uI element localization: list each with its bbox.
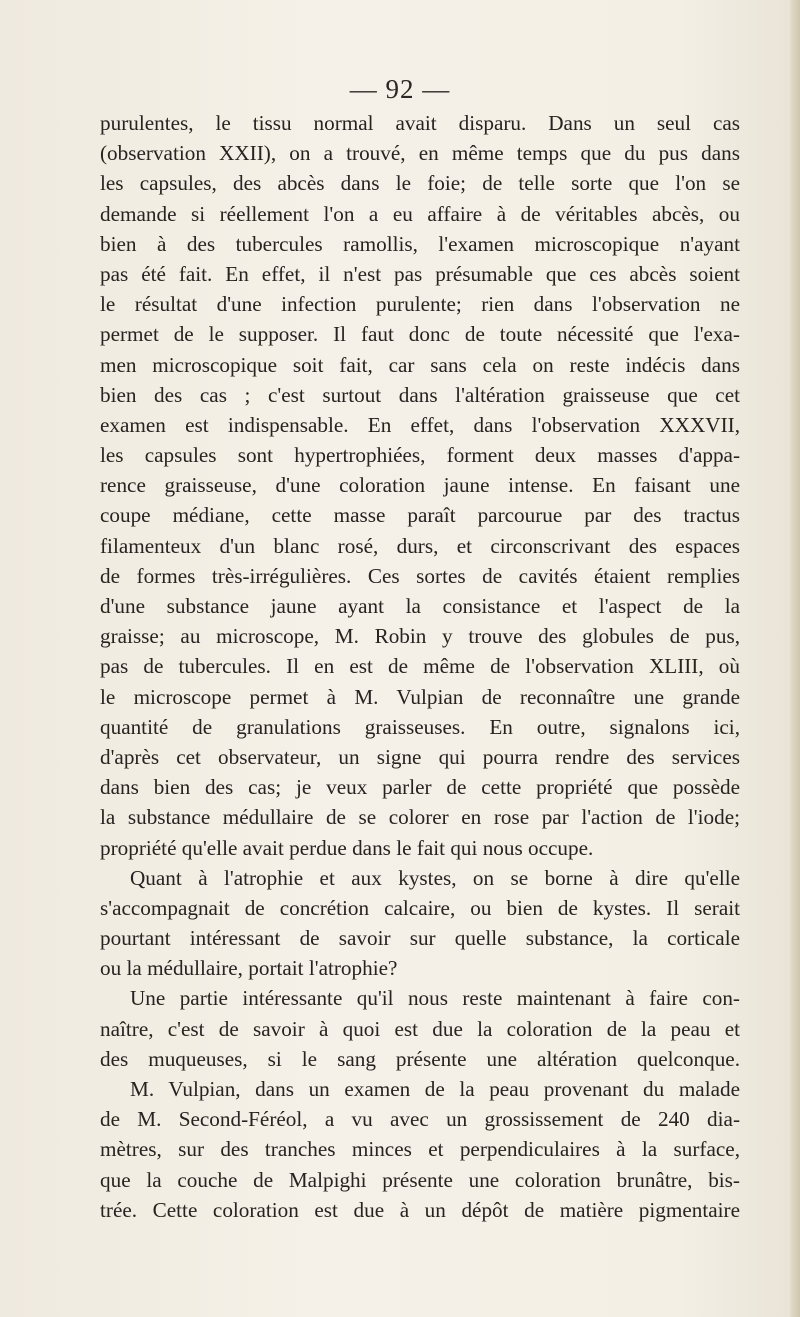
page-edge — [790, 0, 800, 1317]
page-number: — 92 — — [349, 74, 451, 104]
text-line: les capsules, des abcès dans le foie; de telle sorte que l'on se — [100, 171, 740, 196]
text-line: Une partie intéressante qu'il nous reste maintenant à faire con- — [130, 986, 740, 1011]
text-line: demande si réellement l'on a eu affaire à de véritables abcès, ou — [100, 201, 740, 226]
text-line: (observation XXII), on a trouvé, en même temps que du pus dans — [100, 141, 740, 166]
text-line: de formes très-irrégulières. Ces sortes de cavités étaient remplies — [100, 563, 740, 588]
text-line: graisse; au microscope, M. Robin y trouve des globules de pus, — [100, 624, 740, 649]
text-line: examen est indispensable. En effet, dans l'observation XXXVII, — [100, 412, 740, 437]
text-line: men microscopique soit fait, car sans cela on reste indécis dans — [100, 352, 740, 377]
text-line: pas été fait. En effet, il n'est pas présumable que ces abcès soient — [100, 261, 740, 286]
text-line: trée. Cette coloration est due à un dépôt de matière pigmentaire — [100, 1197, 740, 1222]
text-line: rence graisseuse, d'une coloration jaune intense. En faisant une — [100, 473, 740, 498]
text-line: bien à des tubercules ramollis, l'examen microscopique n'ayant — [100, 231, 740, 256]
text-line: de M. Second-Féréol, a vu avec un grossissement de 240 dia- — [100, 1107, 740, 1132]
text-line: propriété qu'elle avait perdue dans le fait qui nous occupe. — [100, 835, 594, 860]
text-line: Quant à l'atrophie et aux kystes, on se borne à dire qu'elle — [130, 865, 740, 890]
text-line: des muqueuses, si le sang présente une altération quelconque. — [100, 1046, 740, 1071]
text-line: mètres, sur des tranches minces et perpendiculaires à la surface, — [100, 1137, 740, 1162]
text-line: permet de le supposer. Il faut donc de toute nécessité que l'exa- — [100, 322, 740, 347]
body-text — [100, 108, 740, 1225]
text-line: pas de tubercules. Il en est de même de l'observation XLIII, où — [100, 654, 740, 679]
text-line: M. Vulpian, dans un examen de la peau provenant du malade — [130, 1077, 740, 1101]
text-line: bien des cas ; c'est surtout dans l'altération graisseuse que cet — [100, 382, 740, 407]
text-line: coupe médiane, cette masse paraît parcourue par des tractus — [100, 503, 740, 528]
text-line: que la couche de Malpighi présente une coloration brunâtre, bis- — [100, 1167, 740, 1192]
text-line: les capsules sont hypertrophiées, forment deux masses d'appa- — [100, 443, 740, 468]
text-line: purulentes, le tissu normal avait disparu. Dans un seul cas — [100, 111, 740, 135]
text-line: dans bien des cas; je veux parler de cette propriété que possède — [100, 775, 740, 800]
text-line: la substance médullaire de se colorer en rose par l'action de l'iode; — [100, 805, 740, 830]
text-line: le microscope permet à M. Vulpian de reconnaître une grande — [100, 684, 740, 709]
text-line: d'une substance jaune ayant la consistance et l'aspect de la — [100, 594, 740, 618]
text-line: s'accompagnait de concrétion calcaire, ou bien de kystes. Il serait — [100, 895, 740, 920]
text-line: ou la médullaire, portait l'atrophie? — [100, 956, 398, 981]
text-line: naître, c'est de savoir à quoi est due la coloration de la peau et — [100, 1016, 740, 1041]
text-line: le résultat d'une infection purulente; rien dans l'observation ne — [100, 292, 740, 317]
text-line: quantité de granulations graisseuses. En outre, signalons ici, — [100, 714, 740, 739]
text-line: filamenteux d'un blanc rosé, durs, et circonscrivant des espaces — [100, 533, 740, 558]
text-line: pourtant intéressant de savoir sur quelle substance, la corticale — [100, 926, 740, 951]
text-line: d'après cet observateur, un signe qui pourra rendre des services — [100, 744, 740, 769]
